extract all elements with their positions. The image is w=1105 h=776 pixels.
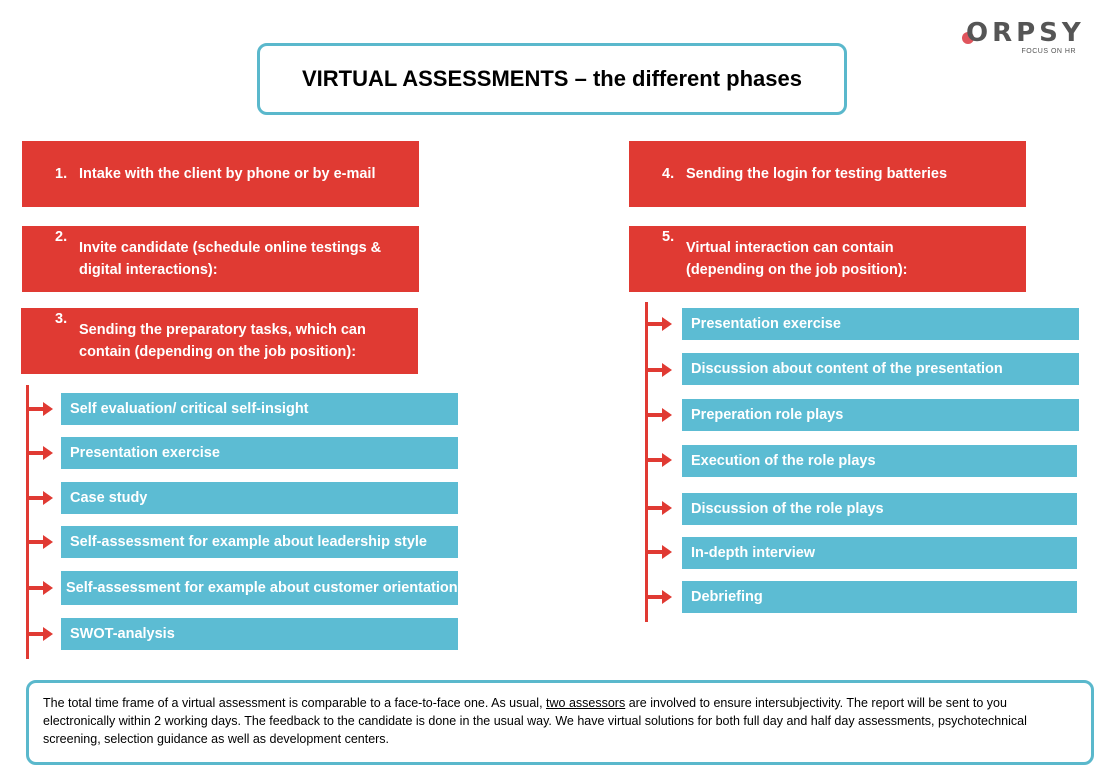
title-box	[257, 43, 847, 115]
interaction-item: Discussion about content of the presentation	[682, 353, 1079, 385]
phase-number: 5.	[662, 229, 675, 245]
phase-number: 2.	[55, 229, 68, 245]
arrow-right-icon	[646, 590, 676, 604]
phase-text: Invite candidate (schedule online testings & digital interactions):	[79, 240, 382, 278]
phase-4-box	[629, 141, 1026, 207]
phase-1-box	[22, 141, 419, 207]
interaction-item: Discussion of the role plays	[682, 493, 1077, 525]
phase-number: 4.	[662, 166, 675, 182]
phase-number: 3.	[55, 311, 68, 327]
arrow-right-icon	[646, 317, 676, 331]
arrow-right-icon	[646, 545, 676, 559]
footer-text-part1: The total time frame of a virtual assessment is comparable to a face-to-face one. As usual,	[43, 696, 547, 710]
orpsy-logo	[962, 18, 1085, 60]
prep-task-item: Self evaluation/ critical self-insight	[61, 393, 458, 425]
arrow-right-icon	[27, 446, 57, 460]
left-connector-line	[26, 385, 29, 659]
arrow-right-icon	[27, 402, 57, 416]
arrow-right-icon	[27, 535, 57, 549]
phase-2-box	[22, 226, 419, 292]
footer-text-part2: are involved to ensure intersubjectivity. The report will be sent to you electronically within 2 working days. The feedback to the candidate is done in the usual way. We have virtual solutions for both full day and half day assessments, psychotechnical screening, selection guidance as well as development centers.	[43, 696, 1027, 746]
footer-note	[26, 680, 1094, 765]
interaction-item: Debriefing	[682, 581, 1077, 613]
prep-task-item: Self-assessment for example about leadership style	[61, 526, 458, 558]
prep-task-item: Self-assessment for example about customer orientation	[61, 571, 458, 605]
phase-text: Sending the preparatory tasks, which can contain (depending on the job position):	[79, 322, 366, 360]
prep-task-item: Case study	[61, 482, 458, 514]
prep-task-item: SWOT-analysis	[61, 618, 458, 650]
interaction-item: In-depth interview	[682, 537, 1077, 569]
arrow-right-icon	[646, 501, 676, 515]
phase-text: Sending the login for testing batteries	[686, 166, 948, 182]
phase-5-box	[629, 226, 1026, 292]
interaction-item: Execution of the role plays	[682, 445, 1077, 477]
arrow-right-icon	[646, 453, 676, 467]
phase-text: Virtual interaction can contain (depending on the job position):	[686, 240, 908, 278]
arrow-right-icon	[27, 491, 57, 505]
phase-3-box	[21, 308, 418, 374]
page-title: VIRTUAL ASSESSMENTS – the different phases	[302, 66, 802, 91]
prep-task-item: Presentation exercise	[61, 437, 458, 469]
footer-underlined: two assessors	[546, 696, 626, 710]
arrow-right-icon	[646, 363, 676, 377]
phase-text: Intake with the client by phone or by e-mail	[79, 166, 376, 182]
interaction-item: Presentation exercise	[682, 308, 1079, 340]
arrow-right-icon	[646, 408, 676, 422]
logo-wordmark: ORPSY	[966, 18, 1085, 48]
interaction-item: Preperation role plays	[682, 399, 1079, 431]
phase-number: 1.	[55, 166, 68, 182]
arrow-right-icon	[27, 581, 57, 595]
logo-tagline: FOCUS ON HR	[1021, 48, 1076, 55]
arrow-right-icon	[27, 627, 57, 641]
